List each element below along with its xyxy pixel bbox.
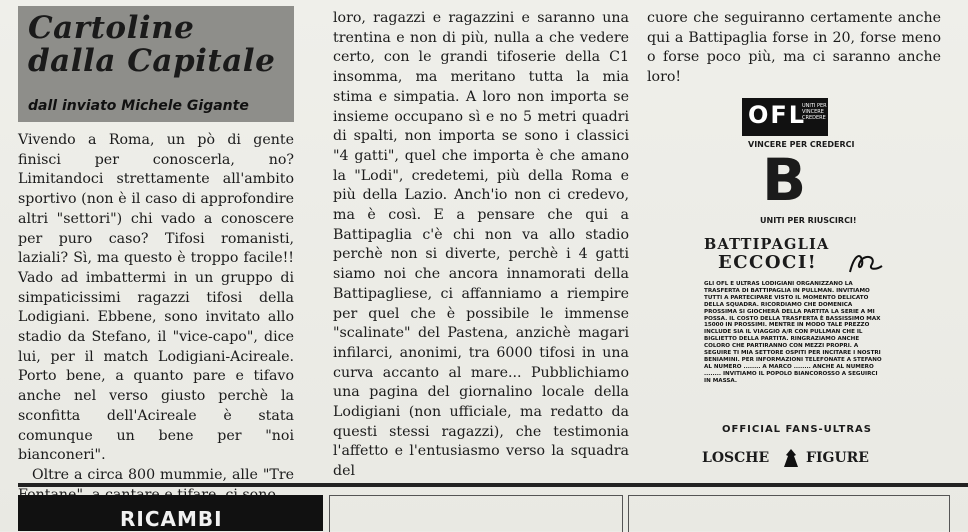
article-column-3 <box>647 9 941 88</box>
flyer-fine-print: GLI OFL E ULTRAS LODIGIANI ORGANIZZANO LA TRASFERTA DI BATTIPAGLIA IN PULLMAN. INVITIAMO TUTTI A PARTECIPARE VISTO IL MOMENTO DELICATO DELLA SQUADRA. RICORDIAMO CHE DOMENICA PROSSIMA SI GIOCHERÀ DELLA PARTITA LA SERIE A MI POSSA. IL COSTO DELLA TRASFERTA È BASSISSIMO MAX 15000 IN PROSSIMI. MENTRE IN MODO TALE PREZZO INCLUDE SIA IL VIAGGIO A/R CON PULLMAN CHE IL BIGLIETTO DELLA PARTITA. RINGRAZIAMO ANCHE COLORO CHE PARTIRANNO CON MEZZI PROPRI. A SEGUIRE TI MIA SETTORE OSPITI PER INCITARE I NOSTRI BENIAMINI. PER INFORMAZIONI TELEFONATE A STEFANO AL NUMERO ........ A MARCO ........ ANCHE AL NUMERO ........ INVITIAMO IL POPOLO BIANCOROSSO A SEGUIRCI IN MASSA. <box>704 281 882 384</box>
advert-box-right <box>628 495 950 532</box>
big-letter: B <box>762 146 807 214</box>
advert-flyer <box>696 98 896 470</box>
title-line-1: Cartoline <box>28 10 195 46</box>
footer-right-text: FIGURE <box>806 450 869 466</box>
advert-ricambi-text: RICAMBI <box>120 507 223 531</box>
section-masthead <box>18 6 294 122</box>
byline: dall inviato Michele Gigante <box>28 98 249 114</box>
ofl-logo-small-text: UNITI PER VINCERE CREDERE <box>802 103 827 121</box>
title-line-2: dalla Capitale <box>28 43 276 79</box>
paragraph: Vivendo a Roma, un pò di gente finisci per conoscerla, no? Limitandoci strettamente all'ambito sportivo (non è il caso di approfondire altri "settori") chi vado a conoscere per puro caso? Tifosi romanisti, laziali? Sì, ma questo è troppo facile!! Vado ad imbattermi in un gruppo di simpaticissimi ragazzi tifosi della Lodigiani. Ebbene, sono invitato allo stadio da Stefano, il "vice-capo", dice lui, per il match Lodigiani-Acireale. Porto bene, a quanto pare e tifavo anche nel verso giusto perchè la sconfitta dell'Acireale è stata comunque un bene per "noi bianconeri". <box>18 132 294 464</box>
motto-bottom: UNITI PER RIUSCIRCI! <box>760 216 857 225</box>
paragraph: loro, ragazzi e ragazzini e saranno una trentina e non di più, nulla a che vedere certo, con le grandi tifoserie della C1 insomma, ma meritano tutta la mia stima e simpatia. A loro non importa se insieme occupano sì e no 5 metri quadri di spalti, non importa se sono i classici "4 gatti", quel che importa è che amano la "Lodi", credetemi, più della Roma e più della Lazio. Anch'io non ci credevo, ma è così. E a pensare che qui a Battipaglia c'è chi non va allo stadio perchè non si diverte, perchè i 4 gatti siamo noi che ancora innamorati della Battipagliese, ci affanniamo a riempire per quel che è possibile le immense "scalinate" del Pastena, anzichè magari infilarci, anonimi, tra 6000 tifosi in una curva accanto al mare... Pubblichiamo una pagina del giornalino locale della Lodigiani (non ufficiale, ma redatto da questi stessi ragazzi), che testimonia l'affetto e l'entusiasmo verso la squadra del <box>333 10 629 480</box>
footer-left-text: LOSCHE <box>702 450 770 466</box>
ofl-logo <box>742 98 828 136</box>
ofl-logo-text: OFL <box>748 101 807 129</box>
motto-top: VINCERE PER CREDERCI <box>748 140 855 149</box>
article-column-2 <box>333 9 629 482</box>
hooded-figure-icon <box>780 447 802 469</box>
signature-icon <box>846 250 886 276</box>
advert-box-middle <box>329 495 623 532</box>
paragraph: Oltre a circa 800 mummie, alle "Tre <box>32 466 294 483</box>
article-column-1 <box>18 131 294 505</box>
headline-eccoci: ECCOCI! <box>718 252 818 273</box>
paragraph: cuore che seguiranno certamente anche qui a Battipaglia forse in 20, forse meno o forse poco più, ma ci saranno anche loro! <box>647 10 941 86</box>
section-title <box>28 12 275 78</box>
official-label: OFFICIAL FANS-ULTRAS <box>722 424 872 435</box>
headline-battipaglia: BATTIPAGLIA <box>704 236 830 253</box>
separator-rule <box>18 483 968 487</box>
